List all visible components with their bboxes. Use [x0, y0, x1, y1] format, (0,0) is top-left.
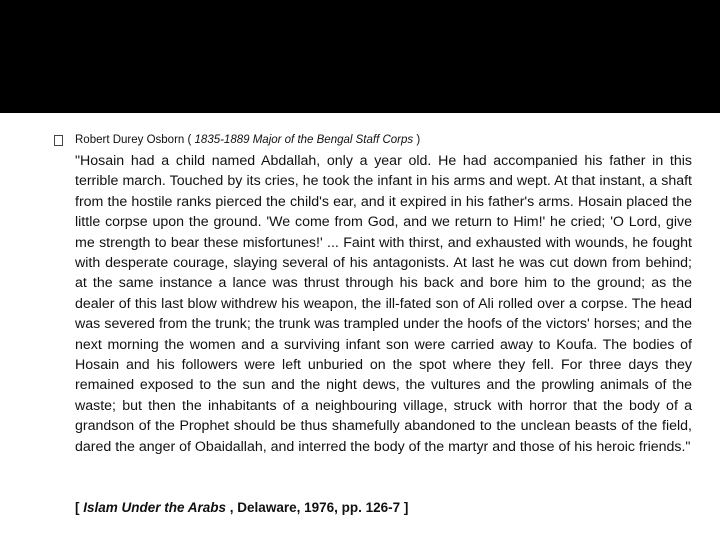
quote-text: "Hosain had a child named Abdallah, only a year old. He had accompanied his father in this terrible march. Touched by its cries, he took the infant in his arms and wept. At that instant, a shaft from the hostile ranks pierced the child's ear, and it expired in his father's arms. Hosain placed the little corpse upon the ground. 'We come from God, and we return to Him!' he cried; 'O Lord, give me strength to bear these misfortunes!' ... Faint with thirst, and exhausted with wounds, he fought with desperate courage, slaying several of his antagonists. At last he was cut down from behind; at the same instance a lance was thrust through his back and bore him to the ground; as the dealer of this last blow withdrew his weapon, the ill-fated son of Ali rolled over a corpse. The head was severed from the trunk; the trunk was trampled under the hoofs of the victors' horses; and the next morning the women and a surviving infant son were carried away to Koufa. The bodies of Hosain and his followers were left unburied on the spot where they fell. For three days they remained exposed to the sun and the night dews, the vultures and the prowling animals of the waste; but then the inhabitants of a neighbouring village, struck with horror that the body of a grandson of the Prophet should be thus shamefully abandoned to the unclean beasts of the field, dared the anger of Obaidallah, and interred the body of the martyr and those of his heroic friends."	[75, 153, 692, 455]
author-detail: 1835-1889 Major of the Bengal Staff Corps	[191, 134, 417, 146]
bullet-icon	[54, 135, 63, 146]
author-name: Robert Durey Osborn (	[75, 134, 192, 146]
header-band	[0, 0, 720, 113]
citation-open: [	[75, 500, 84, 515]
citation-title: Islam Under the Arabs	[83, 500, 227, 515]
citation-rest: , Delaware, 1976, pp. 126-7 ]	[226, 500, 409, 515]
author-close: )	[416, 134, 421, 146]
citation	[75, 500, 408, 515]
attribution	[75, 134, 420, 146]
